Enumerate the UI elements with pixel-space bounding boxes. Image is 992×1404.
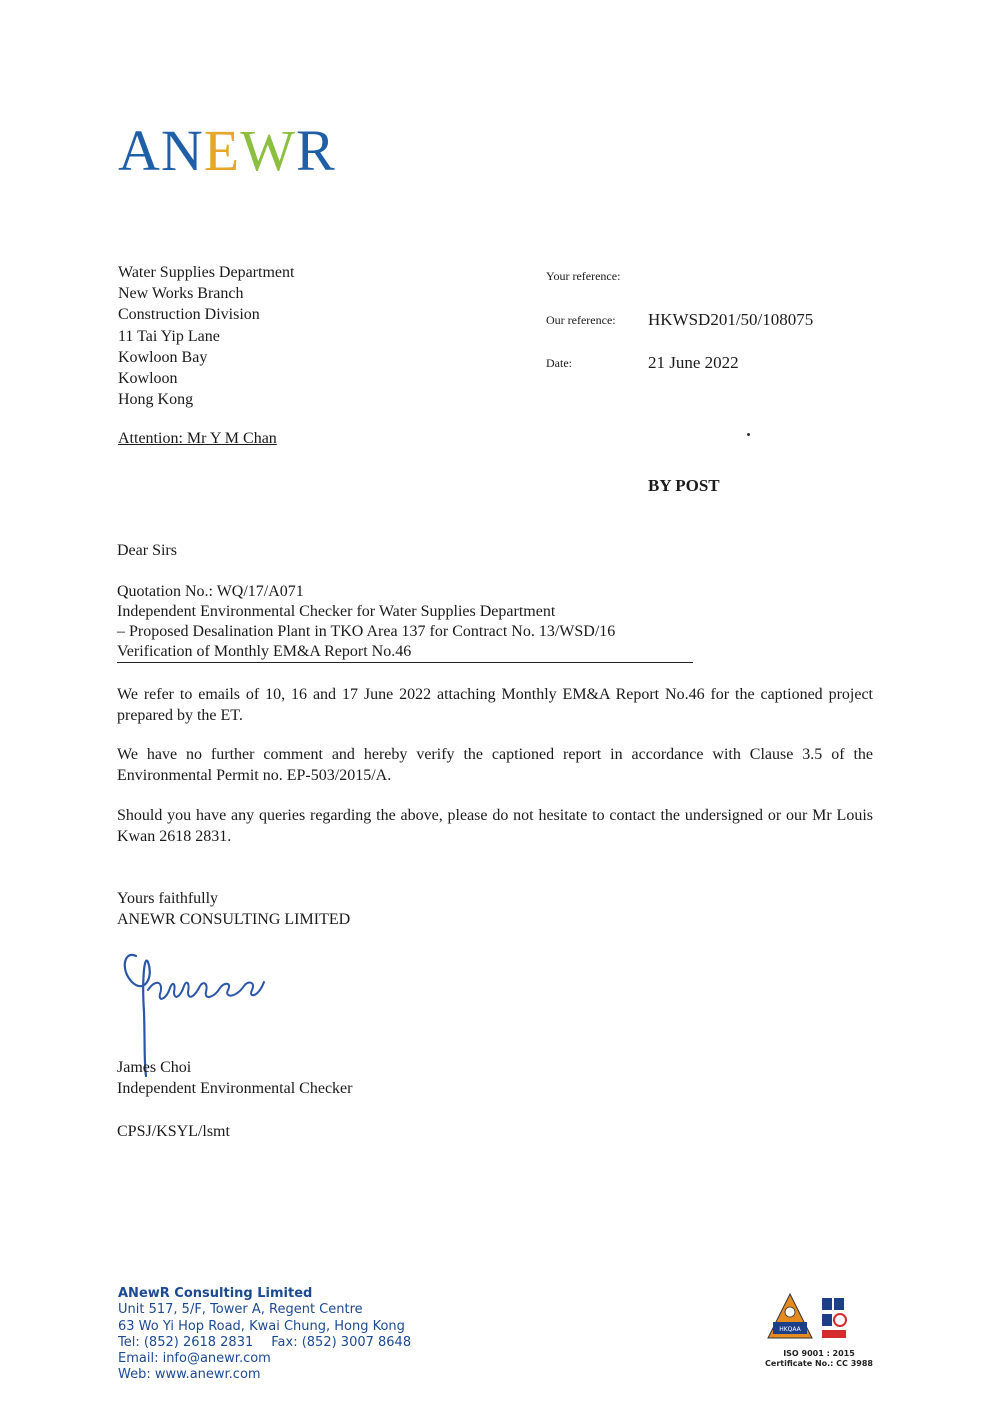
footer-email[interactable]: Email: info@anewr.com <box>118 1351 271 1367</box>
footer-address: Unit 517, 5/F, Tower A, Regent Centre <box>118 1302 363 1318</box>
company-logo <box>118 118 336 183</box>
paragraph: Should you have any queries regarding the above, please do not hesitate to contact the undersigned or our Mr Louis Kwan 2618 2831. <box>117 807 873 845</box>
logo-letter: A <box>118 118 161 183</box>
footer-company: ANewR Consulting Limited <box>118 1286 313 1301</box>
logo-letter: E <box>203 118 241 183</box>
footer-web[interactable]: Web: www.anewr.com <box>118 1367 261 1383</box>
subject-line: – Proposed Desalination Plant in TKO Area 137 for Contract No. 13/WSD/16 <box>117 623 616 640</box>
closing-company: ANEWR CONSULTING LIMITED <box>117 911 351 928</box>
subject-block <box>117 582 693 663</box>
reference-initials: CPSJ/KSYL/lsmt <box>117 1123 230 1140</box>
address-line: Water Supplies Department <box>118 264 295 281</box>
iso-standard: ISO 9001 : 2015 <box>783 1349 855 1358</box>
our-reference-label: Our reference: <box>546 313 616 327</box>
paragraph: We have no further comment and hereby verify the captioned report in accordance with Clause 3.5 of the Environmental Permit no. EP-503/2015/A. <box>117 746 873 784</box>
address-line: Kowloon <box>118 370 178 388</box>
certificate-number: Certificate No.: CC 3988 <box>765 1359 873 1368</box>
logo-letter: W <box>240 118 296 183</box>
certification-badge <box>764 1292 874 1369</box>
hkqaa-text: HKQAA <box>779 1326 801 1333</box>
your-reference-label: Your reference: <box>546 269 621 283</box>
subject-line: Independent Environmental Checker for Water Supplies Department <box>117 603 556 620</box>
stray-mark <box>747 433 750 436</box>
address-line: New Works Branch <box>118 285 244 303</box>
subject-line: Quotation No.: WQ/17/A071 <box>117 583 304 600</box>
address-line: Kowloon Bay <box>118 348 208 366</box>
date-value: 21 June 2022 <box>648 353 739 372</box>
logo-letter: R <box>295 118 336 183</box>
address-line: Construction Division <box>118 306 260 324</box>
footer-fax: Fax: (852) 3007 8648 <box>271 1334 412 1350</box>
address-line: 11 Tai Yip Lane <box>118 327 220 345</box>
signatory-title: Independent Environmental Checker <box>117 1080 353 1097</box>
subject-line: Verification of Monthly EM&A Report No.46 <box>117 642 693 663</box>
logo-letter: N <box>160 118 204 183</box>
date-label: Date: <box>546 356 572 370</box>
our-reference-value: HKWSD201/50/108075 <box>648 310 814 329</box>
footer-contact <box>118 1286 411 1384</box>
salutation: Dear Sirs <box>117 542 177 559</box>
signatory-name: James Choi <box>117 1059 192 1076</box>
attention-line: Attention: Mr Y M Chan <box>118 430 277 447</box>
hkqaa-logo-icon <box>764 1292 874 1344</box>
address-line: Hong Kong <box>118 391 194 409</box>
footer-address: 63 Wo Yi Hop Road, Kwai Chung, Hong Kong <box>118 1318 405 1334</box>
closing-line: Yours faithfully <box>117 890 219 907</box>
delivery-method: BY POST <box>648 476 720 495</box>
footer-tel: Tel: (852) 2618 2831 <box>118 1334 254 1350</box>
paragraph: We refer to emails of 10, 16 and 17 June 2022 attaching Monthly EM&A Report No.46 for the captioned project prepared by the ET. <box>117 686 873 724</box>
recipient-address <box>118 262 294 410</box>
